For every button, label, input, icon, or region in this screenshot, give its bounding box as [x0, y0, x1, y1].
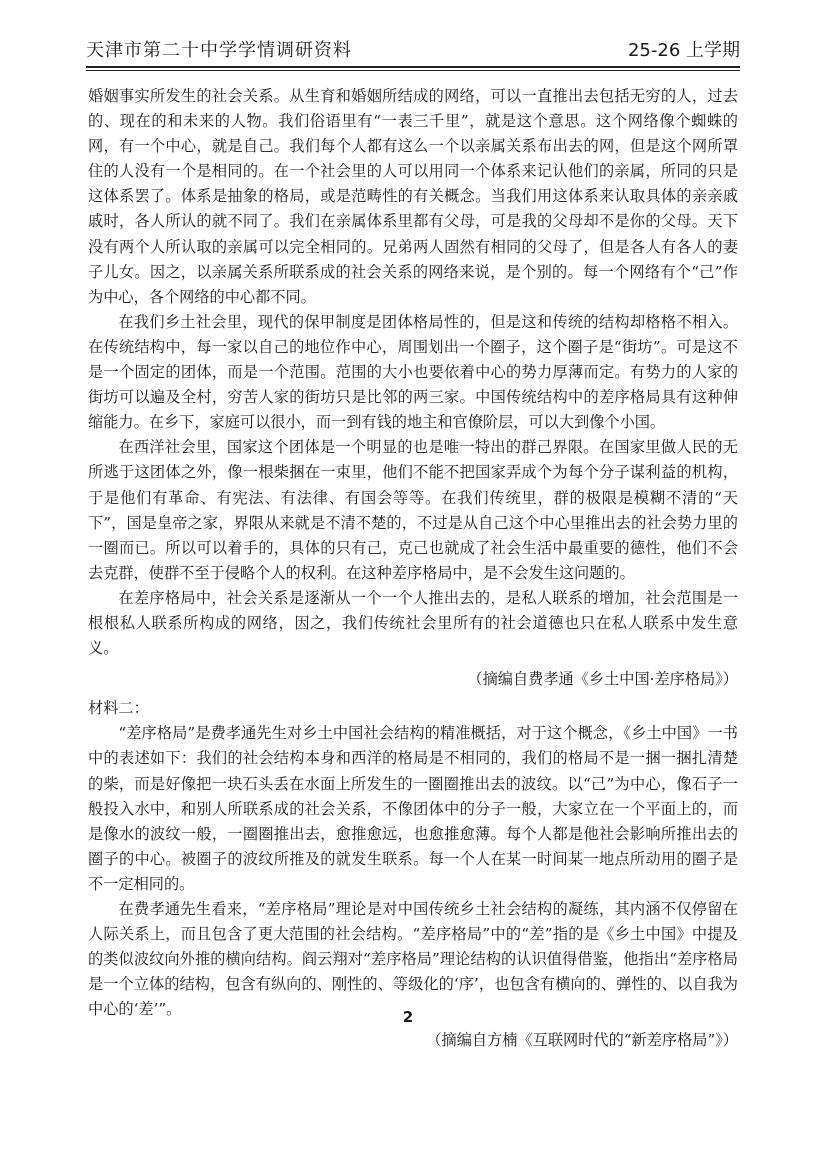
- page-header: [86, 34, 740, 64]
- document-body: [88, 84, 738, 1056]
- header-rule-thick: [86, 66, 740, 68]
- paragraph: 婚姻事实所发生的社会关系。从生育和婚姻所结成的网络，可以一直推出去包括无穷的人，过去的、现在的和未来的人物。我们俗语里有“一表三千里”，就是这个意思。这个网络像个蜘蛛的网，有一个中心，就是自己。我们每个人都有这么一个以亲属关系布出去的网，但是这个网所罩住的人没有一个是相同的。在一个社会里的人可以用同一个体系来记认他们的亲属，所同的只是这体系罢了。体系是抽象的格局，或是范畴性的有关概念。当我们用这体系来认取具体的亲亲戚戚时，各人所认的就不同了。我们在亲属体系里都有父母，可是我的父母却不是你的父母。天下没有两个人所认取的亲属可以完全相同的。兄弟两人固然有相同的父母了，但是各人有各人的妻子儿女。因之，以亲属关系所联系成的社会关系的网络来说，是个别的。每一个网络有个“己”作为中心，各个网络的中心都不同。: [88, 87, 738, 306]
- school-title: 天津市第二十中学学情调研资料: [86, 40, 352, 61]
- source-citation: （摘编自方楠《互联网时代的“新差序格局”》）: [426, 1031, 738, 1050]
- paragraph: “差序格局”是费孝通先生对乡土中国社会结构的精准概括，对于这个概念，《乡土中国》一书中的表述如下：我们的社会结构本身和西洋的格局是不相同的，我们的格局不是一捆一捆扎清楚的柴，而是好像把一块石头丢在水面上所发生的一圈圈推出去的波纹。以“己”为中心，像石子一般投入水中，和别人所联系成的社会关系，不像团体中的分子一般，大家立在一个平面上的，而是像水的波纹一般，一圈圈推出去，愈推愈远，也愈推愈薄。每个人都是他社会影响所推出去的圈子的中心。被圈子的波纹所推及的就发生联系。每一个人在某一时间某一地点所动用的圈子是不一定相同的。: [88, 724, 738, 893]
- source-citation: （摘编自费孝通《乡土中国·差序格局》）: [467, 670, 738, 689]
- paragraph: 在西洋社会里，国家这个团体是一个明显的也是唯一特出的群己界限。在国家里做人民的无所逃于这团体之外，像一根柴捆在一束里，他们不能不把国家弄成个为每个分子谋利益的机构，于是他们有革命、有宪法、有法律、有国会等等。在我们传统里，群的极限是模糊不清的“天下”，国是皇帝之家，界限从来就是不清不楚的，不过是从自己这个中心里推出去的社会势力里的一圈而已。所以可以着手的，具体的只有己，克己也就成了社会生活中最重要的德性，他们不会去克群，使群不至于侵略个人的权利。在这种差序格局中，是不会发生这问题的。: [88, 438, 738, 582]
- material-label: 材料二：: [88, 699, 149, 718]
- term-label: 25-26 上学期: [627, 40, 740, 61]
- paragraph: 在我们乡土社会里，现代的保甲制度是团体格局性的，但是这和传统的结构却格格不相入。在传统结构中，每一家以自己的地位作中心，周围划出一个圈子，这个圈子是“街坊”。可是这不是一个固定的团体，而是一个范围。范围的大小也要依着中心的势力厚薄而定。有势力的人家的街坊可以遍及全村，穷苦人家的街坊只是比邻的两三家。中国传统结构中的差序格局具有这种伸缩能力。在乡下，家庭可以很小，而一到有钱的地主和官僚阶层，可以大到像个小国。: [88, 312, 738, 432]
- page-number: 2: [402, 1008, 414, 1026]
- header-rule-thin: [86, 70, 740, 71]
- paragraph: 在差序格局中，社会关系是逐渐从一个一个人推出去的，是私人联系的增加，社会范围是一根根私人联系所构成的网络，因之，我们传统社会里所有的社会道德也只在私人联系中发生意义。: [88, 588, 738, 658]
- paragraph: 在费孝通先生看来，“差序格局”理论是对中国传统乡土社会结构的凝练，其内涵不仅停留在人际关系上，而且包含了更大范围的社会结构。“差序格局”中的“差”指的是《乡土中国》中提及的类似波纹向外推的横向结构。阎云翔对“差序格局”理论结构的认识值得借鉴，他指出“差序格局是一个立体的结构，包含有纵向的、刚性的、等级化的‘序’，也包含有横向的、弹性的、以自我为中心的‘差’”。: [88, 900, 738, 1019]
